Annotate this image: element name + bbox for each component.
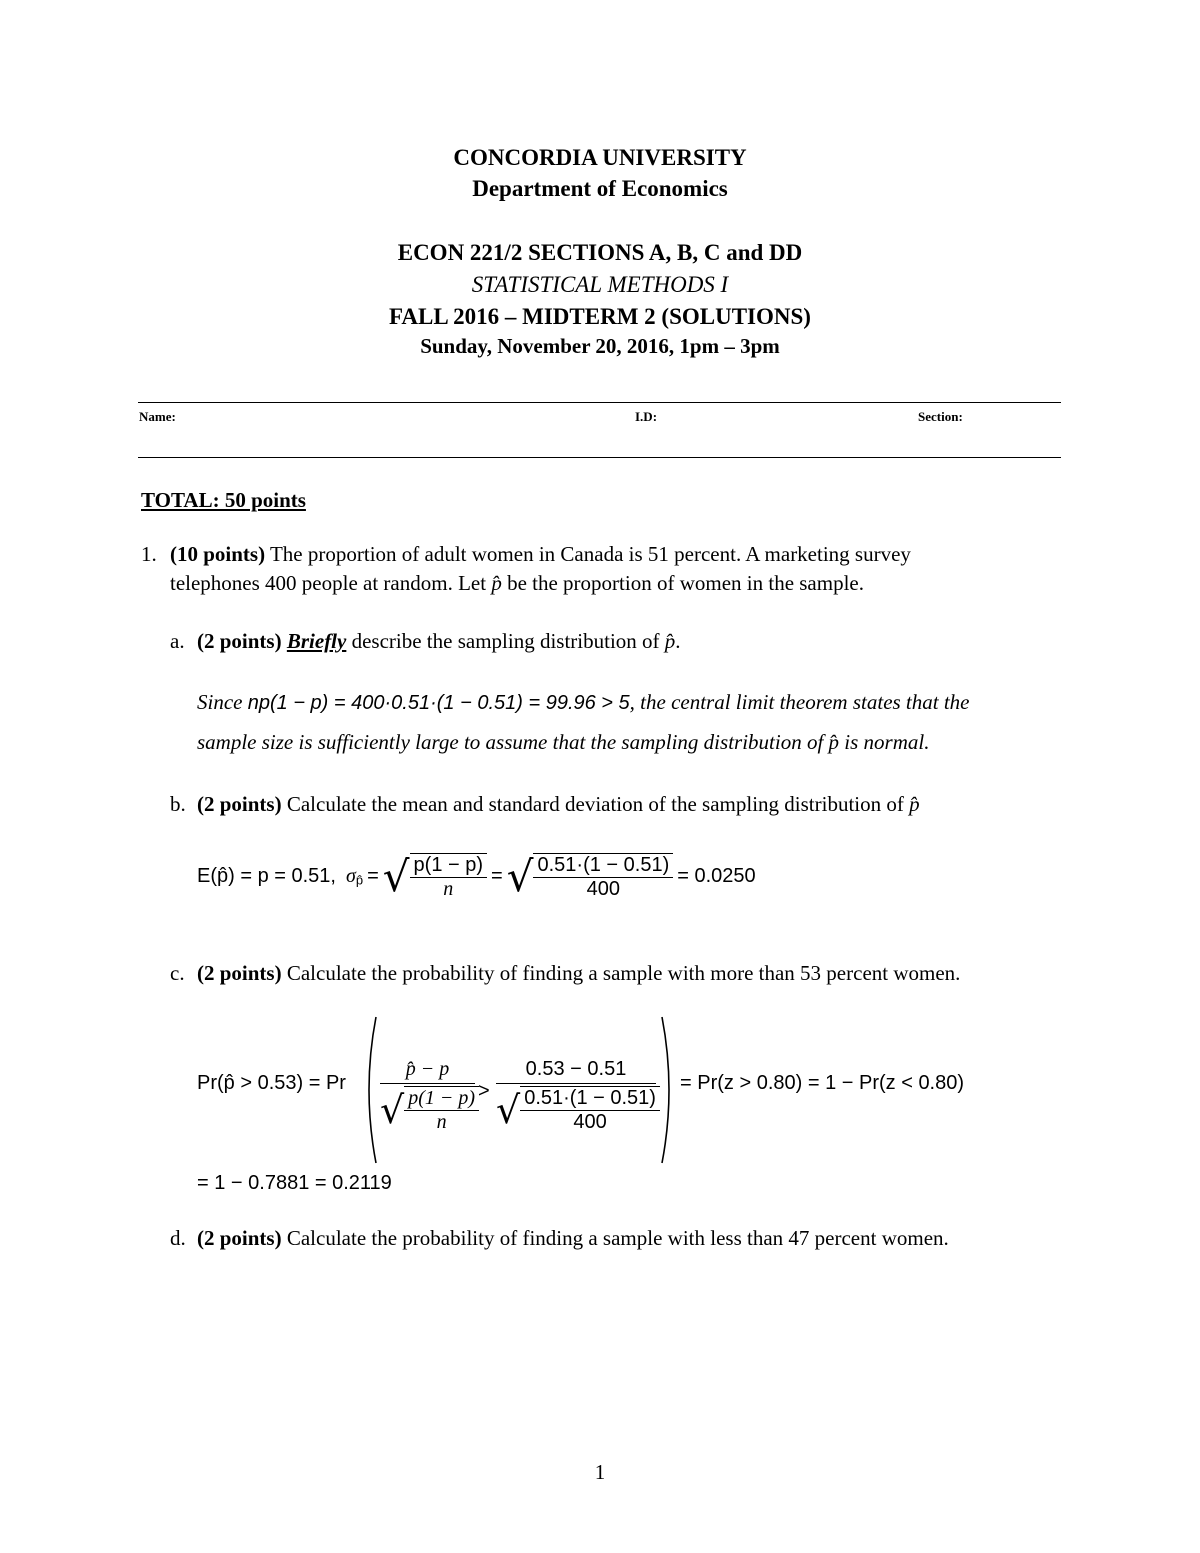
sqrt-sign: √ [382, 852, 410, 901]
final-result: = 1 − 0.7881 = 0.2119 [197, 1172, 392, 1194]
part-b-prompt [197, 790, 920, 819]
part-d-points: (2 points) [197, 1226, 282, 1250]
exam-date: Sunday, November 20, 2016, 1pm – 3pm [420, 334, 780, 358]
equals-sign: = [491, 865, 503, 887]
university-title: CONCORDIA UNIVERSITY [453, 145, 747, 170]
question-text: The proportion of adult women in Canada is 51 percent. A marketing survey [265, 542, 911, 566]
solution-text-1: , the central limit theorem states that the [629, 690, 970, 714]
part-d-letter: d. [170, 1226, 186, 1250]
part-a-letter: a. [170, 629, 185, 653]
part-a-solution-line-1 [197, 690, 1063, 715]
part-c-letter: c. [170, 961, 185, 985]
phat-symbol: p̂ [491, 571, 502, 595]
inner-denominator: n [436, 1111, 447, 1133]
sqrt-fraction [404, 1086, 479, 1134]
phat-symbol: p̂ [909, 792, 920, 816]
question-text-b: telephones 400 people at random. Let [170, 571, 487, 595]
question-points: (10 points) [170, 542, 266, 566]
fraction-denominator [380, 1086, 475, 1134]
inner-denominator: 400 [573, 1111, 607, 1133]
part-b-letter: b. [170, 792, 186, 816]
sqrt-sign: √ [496, 1088, 521, 1132]
period: . [675, 629, 681, 653]
fraction-denominator [496, 1086, 656, 1134]
equals-sign: = [367, 865, 379, 887]
part-a-prompt [197, 627, 681, 656]
phat-symbol: p̂ [828, 730, 840, 754]
sqrt-fraction-2 [533, 853, 673, 901]
pr-rhs: = Pr(z > 0.80) = 1 − Pr(z < 0.80) [680, 1072, 965, 1094]
page-number: 1 [594, 1460, 606, 1484]
part-a-points: (2 points) [197, 629, 282, 653]
fraction-numerator: 0.51·(1 − 0.51) [533, 854, 673, 878]
fraction-numerator: p(1 − p) [410, 854, 487, 878]
big-left-paren [360, 1015, 380, 1165]
part-c-prompt [197, 959, 960, 988]
fraction-denominator: n [443, 877, 454, 900]
question-line-1 [170, 540, 1060, 569]
np-expression: np(1 − p) = 400·0.51·(1 − 0.51) = 99.96 > 5 [247, 692, 630, 714]
left-big-fraction [380, 1058, 475, 1134]
total-points: TOTAL: 50 points [141, 488, 306, 512]
part-a-solution-line-2 [197, 730, 929, 755]
expectation-expression: E(p̂) = p = 0.51, [197, 865, 336, 887]
sqrt-fraction-1 [410, 853, 487, 901]
part-b-points: (2 points) [197, 792, 282, 816]
part-c-text: Calculate the probability of finding a sample with more than 53 percent women. [281, 961, 961, 985]
pr-lhs: Pr(p̂ > 0.53) = Pr [197, 1072, 346, 1094]
part-b-equation [197, 852, 756, 932]
part-d-text: Calculate the probability of finding a sample with less than 47 percent women. [281, 1226, 949, 1250]
exam-title: FALL 2016 – MIDTERM 2 (SOLUTIONS) [389, 304, 811, 329]
inner-numerator: 0.51·(1 − 0.51) [520, 1087, 660, 1111]
top-rule [138, 402, 1061, 403]
right-big-fraction [496, 1058, 656, 1134]
briefly-word: Briefly [286, 629, 347, 653]
course-code: ECON 221/2 SECTIONS A, B, C and DD [397, 240, 803, 265]
greater-than: > [478, 1080, 490, 1102]
solution-since: Since [197, 690, 243, 714]
part-c-points: (2 points) [197, 961, 282, 985]
inner-numerator: p(1 − p) [404, 1087, 479, 1111]
part-b-text: Calculate the mean and standard deviation of the sampling distribution of [281, 792, 904, 816]
sigma-result: = 0.0250 [677, 865, 756, 887]
sqrt-fraction [520, 1086, 660, 1134]
bottom-rule [138, 457, 1061, 458]
sqrt-sign: √ [380, 1088, 405, 1132]
part-d-prompt [197, 1224, 949, 1253]
big-right-paren [658, 1015, 678, 1165]
question-line-2 [170, 569, 864, 598]
sigma-subscript: p̂ [355, 872, 364, 888]
name-label: Name: [139, 409, 176, 424]
department-title: Department of Economics [472, 176, 728, 201]
fraction-denominator: 400 [586, 877, 621, 900]
phat-symbol: p̂ [664, 629, 676, 653]
solution-text-3: is normal. [844, 730, 930, 754]
sigma-symbol: σ [345, 865, 356, 887]
section-label: Section: [918, 409, 963, 424]
id-label: I.D: [635, 409, 658, 424]
question-text-c: be the proportion of women in the sample. [507, 571, 864, 595]
solution-text-2: sample size is sufficiently large to assume that the sampling distribution of [197, 730, 824, 754]
part-a-text: describe the sampling distribution of [346, 629, 660, 653]
question-number: 1. [141, 542, 157, 566]
course-title: STATISTICAL METHODS I [471, 272, 729, 297]
fraction-numerator: p̂ − p [380, 1058, 475, 1084]
sqrt-sign: √ [506, 852, 534, 901]
fraction-numerator: 0.53 − 0.51 [496, 1058, 656, 1084]
